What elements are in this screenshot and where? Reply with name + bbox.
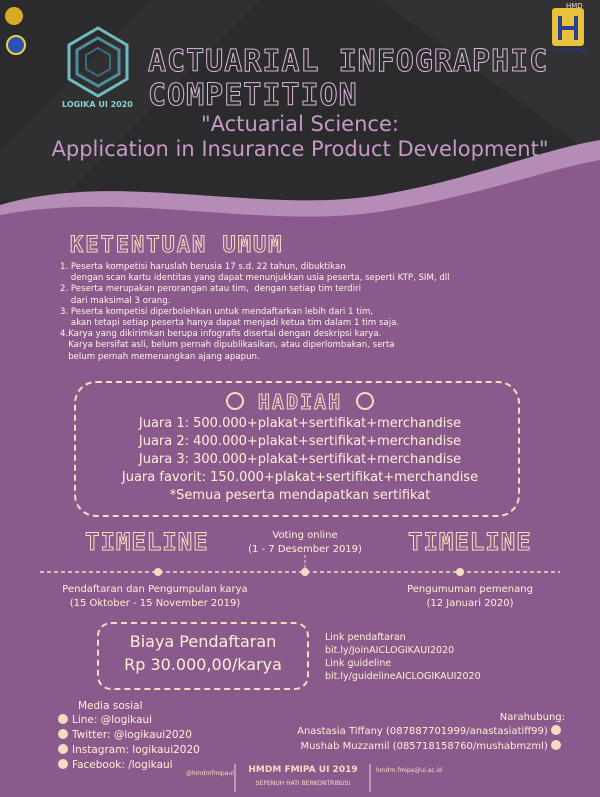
title-line-1: ACTUARIAL INFOGRAPHIC <box>148 44 549 79</box>
fee-label: Biaya Pendaftaran <box>129 632 277 651</box>
media-instagram <box>58 743 200 758</box>
rules-list <box>60 262 560 363</box>
medal-icon <box>226 392 244 410</box>
hadiah-title: HADIAH <box>257 390 343 414</box>
footer-tagline: SEPENUH HATI BERKONTRIBUSI <box>255 780 351 787</box>
voting-date: (1 - 7 Desember 2019) <box>248 544 362 555</box>
whatsapp-icon <box>551 740 561 750</box>
rule-line: akan tetapi setiap peserta hanya dapat menjadi ketua tim dalam 1 tim saja. <box>60 318 400 329</box>
ketentuan-heading: KETENTUAN UMUM <box>70 233 284 258</box>
instagram-icon <box>58 744 68 754</box>
rule-line: 4.Karya yang dikirimkan berupa infografis disertai dengan deskripsi karya. <box>60 329 382 340</box>
voting-label: Voting online <box>272 530 338 541</box>
timeline-right-title: TIMELINE <box>408 528 532 556</box>
timeline-left-title: TIMELINE <box>85 528 209 556</box>
hmd-label: HMD <box>566 2 583 10</box>
rule-line: Karya bersifat asli, belum pernah dipublikasikan, atau diperlombakan, serta <box>60 340 395 351</box>
medal-icon <box>356 392 374 410</box>
contact-person-1 <box>230 725 565 739</box>
prize-line: Juara favorit: 150.000+plakat+sertifikat+merchandise <box>121 470 479 485</box>
registration-label: Pendaftaran dan Pengumpulan karya <box>62 584 248 595</box>
announcement-label: Pengumuman pemenang <box>407 584 533 595</box>
media-line <box>58 713 152 728</box>
contact-person-2 <box>230 740 565 754</box>
twitter-icon <box>58 729 68 739</box>
media-twitter <box>58 728 192 743</box>
reg-link-label: Link pendaftaran <box>325 632 406 643</box>
facebook-icon <box>58 759 68 769</box>
fee-amount: Rp 30.000,00/karya <box>124 655 282 674</box>
rule-line: 3. Peserta kompetisi diperbolehkan untuk mendaftarkan lebih dari 1 tim, <box>60 306 374 317</box>
subtitle-line-2: Application in Insurance Product Development" <box>51 137 549 161</box>
guide-link-label: Link guideline <box>325 658 392 669</box>
media-facebook <box>58 758 173 773</box>
registration-date: (15 Oktober - 15 November 2019) <box>69 598 241 609</box>
prize-line: Juara 1: 500.000+plakat+sertifikat+merchandise <box>138 416 462 431</box>
reg-link-url[interactable]: bit.ly/JoinAICLOGIKAUI2020 <box>325 645 455 656</box>
footer-left-handle: @hmdmfmipaui <box>186 770 234 777</box>
twitter-handle: Twitter: @logikaui2020 <box>72 729 192 741</box>
announcement-date: (12 Januari 2020) <box>426 598 514 609</box>
hadiah-heading <box>0 390 600 414</box>
footer-email: hmdm.fmipa@ui.ac.id <box>376 767 443 774</box>
contact-1-text: Anastasia Tiffany (087887701999/anastasiatiff99) <box>297 726 548 737</box>
line-icon <box>58 714 68 724</box>
subtitle-line-1: "Actuarial Science: <box>201 112 399 136</box>
rule-line: 1. Peserta kompetisi haruslah berusia 17 s.d. 22 tahun, dibuktikan <box>60 262 346 272</box>
contact-2-text: Mushab Muzzamil (085718158760/mushabmzml) <box>300 741 548 752</box>
contacts-heading: Narahubung: <box>499 712 565 723</box>
instagram-handle: Instagram: logikaui2020 <box>72 744 200 756</box>
title-line-2: COMPETITION <box>148 78 358 113</box>
rule-line: dengan scan kartu identitas yang dapat menunjukkan usia peserta, seperti KTP, SIM, dll <box>60 273 450 284</box>
media-heading: Media sosial <box>78 700 143 712</box>
rule-line: belum pernah memenangkan ajang apapun. <box>60 351 260 362</box>
rule-line: dari maksimal 3 orang. <box>60 295 171 306</box>
logika-label: LOGIKA UI 2020 <box>62 100 133 109</box>
campus-logo-icon <box>7 36 25 54</box>
prize-note: *Semua peserta mendapatkan sertifikat <box>169 488 431 503</box>
line-handle: Line: @logikaui <box>72 714 153 726</box>
rule-line: 2. Peserta merupakan perorangan atau tim, dengan setiap tim terdiri <box>60 284 362 295</box>
prize-line: Juara 3: 300.000+plakat+sertifikat+merchandise <box>138 452 462 467</box>
facebook-handle: Facebook: /logikaui <box>72 759 173 771</box>
prize-line: Juara 2: 400.000+plakat+sertifikat+merchandise <box>138 434 462 449</box>
whatsapp-icon <box>551 725 561 735</box>
footer-org: HMDM FMIPA UI 2019 <box>248 765 358 775</box>
university-logo-icon <box>5 7 23 25</box>
guide-link-url[interactable]: bit.ly/guidelineAICLOGIKAUI2020 <box>325 671 481 682</box>
hmd-sub: MATEMATIKA <box>554 48 587 54</box>
